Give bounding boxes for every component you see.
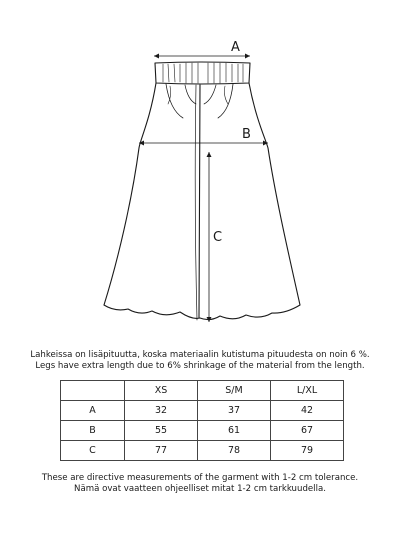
table-cell: 77 [125,441,198,461]
note-en-tolerance: These are directive measurements of the garment with 1-2 cm tolerance. [41,473,359,483]
measurement-c [207,152,212,322]
table-cell: 79 [271,441,344,461]
table-cell: 61 [198,421,271,441]
table-header-cell [61,381,125,401]
pants-outline [104,62,300,320]
note-fi-tolerance: Nämä ovat vaatteen ohjeelliset mitat 1-2 cm tarkkuudella. [74,484,326,494]
label-a: A [231,40,240,55]
table-row [61,421,344,441]
label-b: B [242,127,251,142]
table-row [61,401,344,421]
shrinkage-note [0,350,400,372]
table-row-label: A [61,401,125,421]
table-cell: 37 [198,401,271,421]
table-header-cell: S/M [198,381,271,401]
label-c: C [213,230,223,245]
table-header-cell: L/XL [271,381,344,401]
table-row-label: B [61,421,125,441]
table-cell: 42 [271,401,344,421]
table-row-label: C [61,441,125,461]
table-row [61,441,344,461]
note-fi-length: Lahkeissa on lisäpituutta, koska materiaalin kutistuma pituudesta on noin 6 %. [30,350,370,360]
table-cell: 78 [198,441,271,461]
note-en-length: Legs have extra length due to 6% shrinkage of the material from the length. [35,361,365,371]
table-header-cell: XS [125,381,198,401]
size-table [60,380,344,461]
table-header-row [61,381,344,401]
tolerance-note [0,473,400,495]
table-cell: 55 [125,421,198,441]
table-cell: 32 [125,401,198,421]
table-cell: 67 [271,421,344,441]
